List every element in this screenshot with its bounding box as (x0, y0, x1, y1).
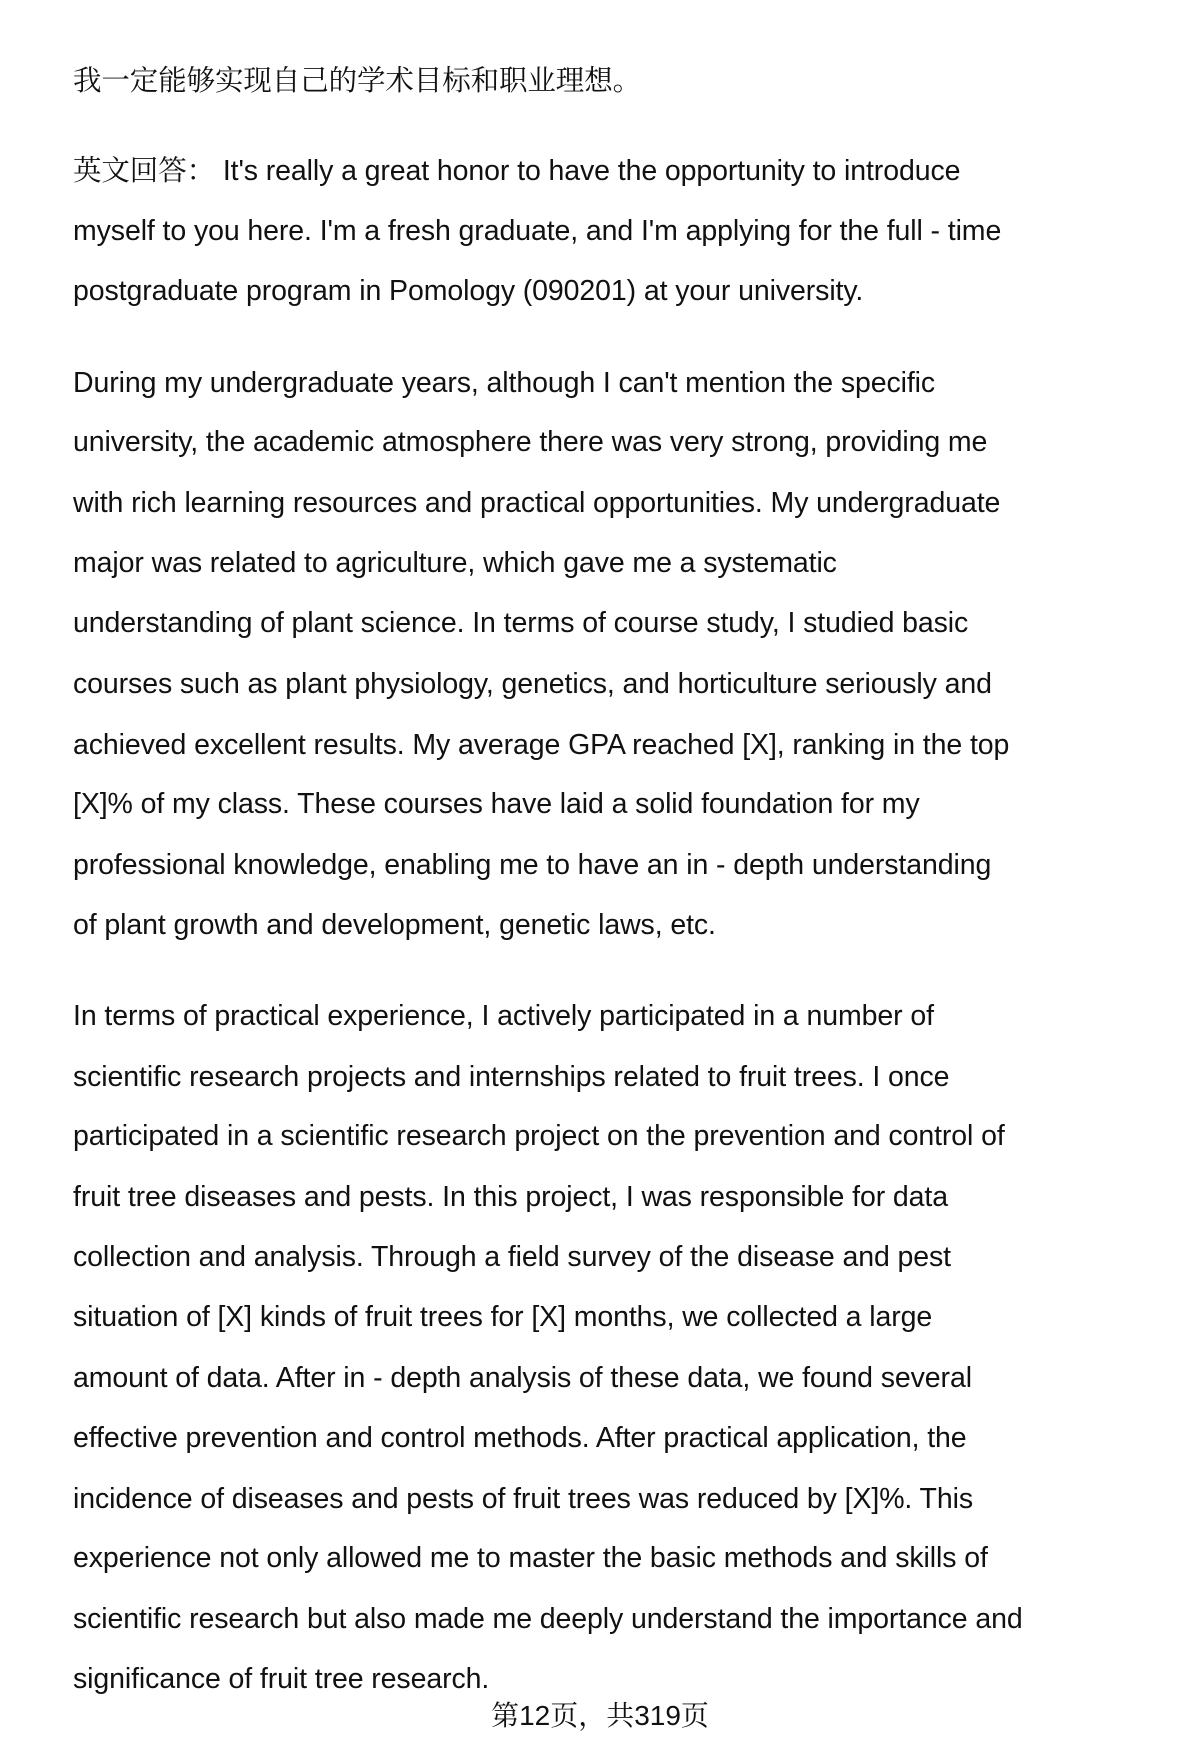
text-line: myself to you here. I'm a fresh graduate, and I'm applying for the full - time (73, 215, 1002, 247)
text-line: 英文回答： It's really a great honor to have the opportunity to introduce (73, 155, 961, 187)
text-line: significance of fruit tree research. (73, 1663, 490, 1695)
text-line: situation of [X] kinds of fruit trees for [X] months, we collected a large (73, 1301, 933, 1333)
text-line: understanding of plant science. In terms of course study, I studied basic (73, 607, 969, 639)
text-line: In terms of practical experience, I actively participated in a number of (73, 1000, 934, 1032)
text-line: scientific research but also made me deeply understand the importance and (73, 1603, 1023, 1635)
text-line: 我一定能够实现自己的学术目标和职业理想。 (73, 65, 642, 97)
text-line: courses such as plant physiology, genetics, and horticulture seriously and (73, 668, 992, 700)
text-line: effective prevention and control methods. After practical application, the (73, 1422, 967, 1454)
text-line: of plant growth and development, genetic laws, etc. (73, 909, 716, 941)
text-line: scientific research projects and internships related to fruit trees. I once (73, 1061, 950, 1093)
text-line: achieved excellent results. My average GPA reached [X], ranking in the top (73, 729, 1010, 761)
text-line: During my undergraduate years, although I can't mention the specific (73, 367, 936, 399)
text-line: experience not only allowed me to master the basic methods and skills of (73, 1542, 988, 1574)
text-line: major was related to agriculture, which gave me a systematic (73, 547, 837, 579)
text-line: incidence of diseases and pests of fruit trees was reduced by [X]%. This (73, 1483, 973, 1515)
text-line: collection and analysis. Through a field survey of the disease and pest (73, 1241, 952, 1273)
text-line: amount of data. After in - depth analysis of these data, we found several (73, 1362, 972, 1394)
text-line: fruit tree diseases and pests. In this project, I was responsible for data (73, 1181, 948, 1213)
text-line: with rich learning resources and practical opportunities. My undergraduate (73, 487, 1001, 519)
text-line: postgraduate program in Pomology (090201) at your university. (73, 275, 864, 307)
text-line: university, the academic atmosphere there was very strong, providing me (73, 426, 988, 458)
text-line: [X]% of my class. These courses have laid a solid foundation for my (73, 788, 920, 820)
page-number: 第12页，共319页 (491, 1700, 709, 1731)
text-line: professional knowledge, enabling me to have an in - depth understanding (73, 849, 992, 881)
text-line: participated in a scientific research project on the prevention and control of (73, 1120, 1005, 1152)
